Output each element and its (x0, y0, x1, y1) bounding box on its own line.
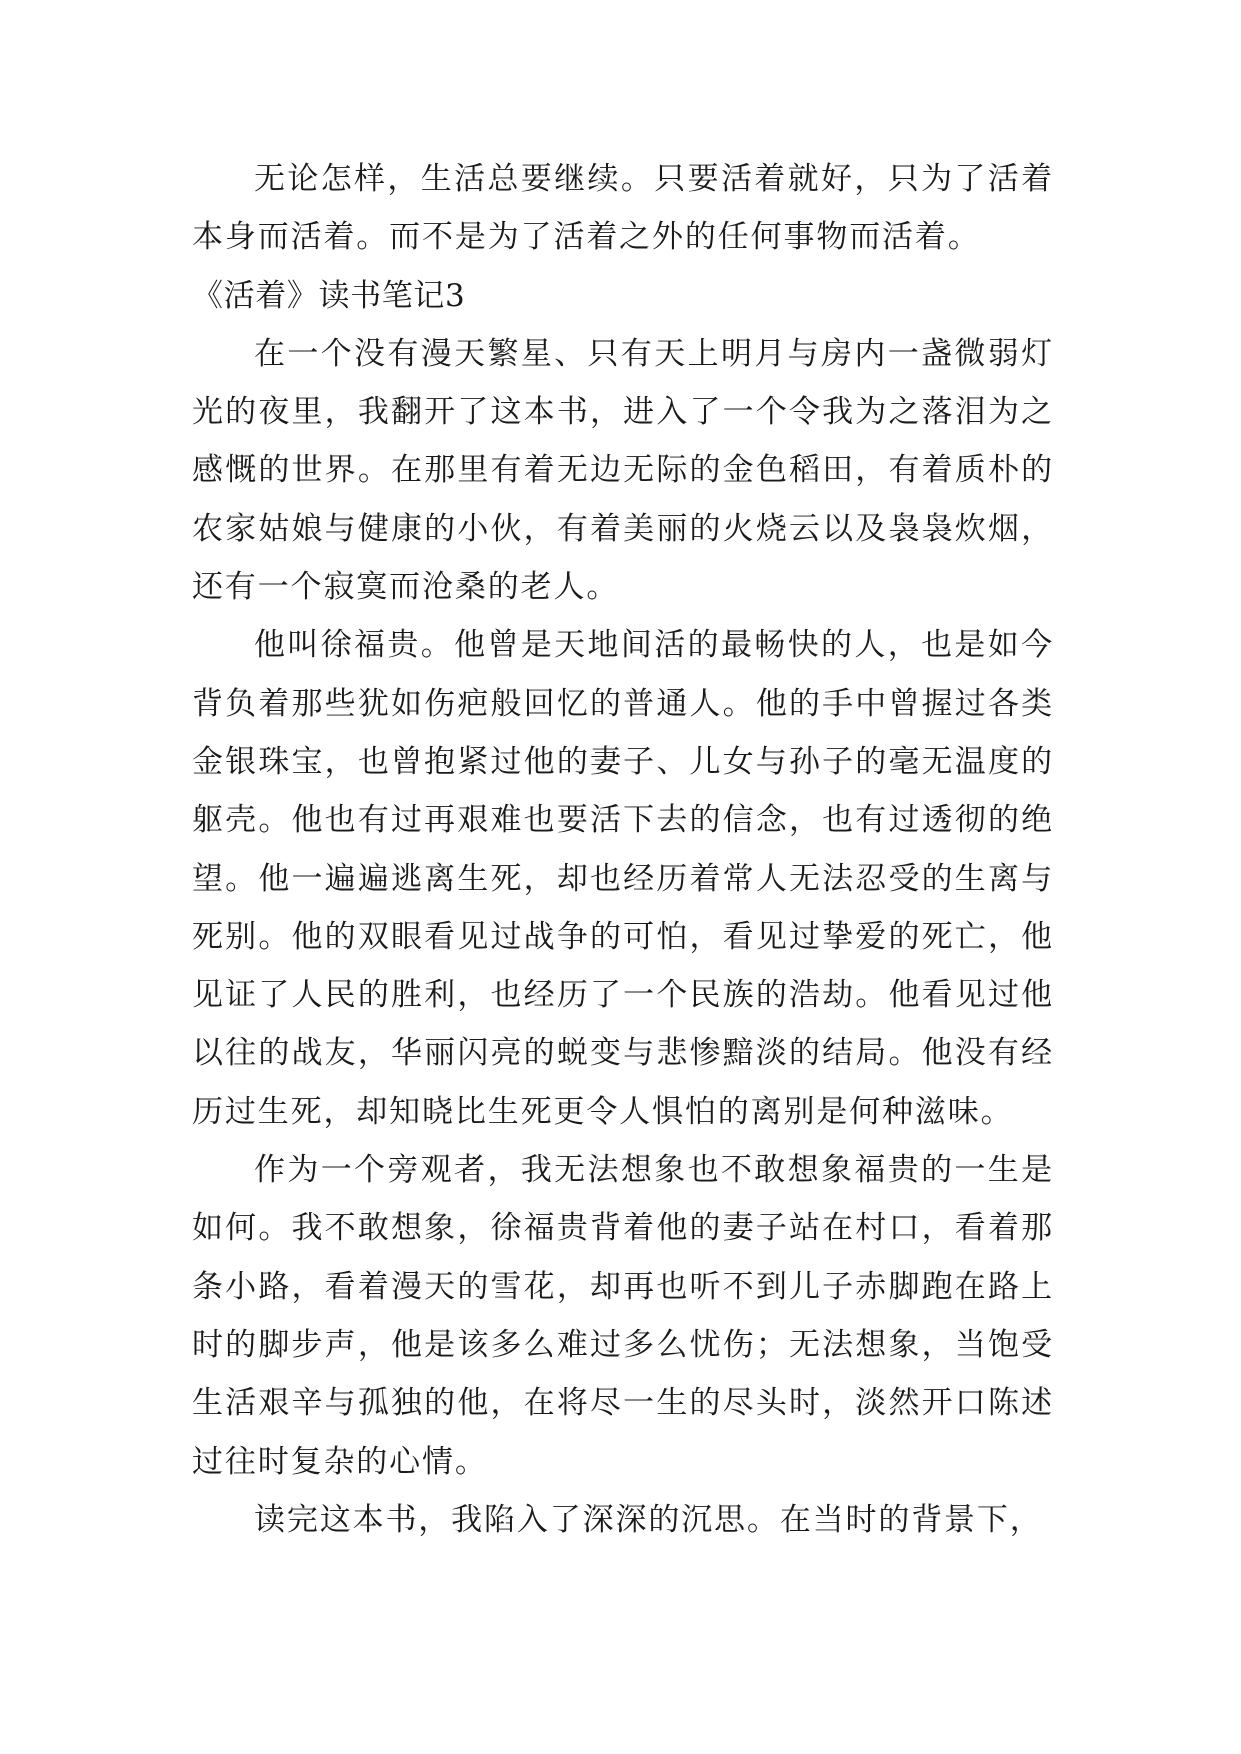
paragraph-observer: 作为一个旁观者，我无法想象也不敢想象福贵的一生是如何。我不敢想象，徐福贵背着他的妻子站在村口，看着那条小路，看着漫天的雪花，却再也听不到儿子赤脚跑在路上时的脚步声，他是该多么难过多么忧伤；无法想象，当饱受生活艰辛与孤独的他，在将尽一生的尽头时，淡然开口陈述过往时复杂的心情。 (192, 1152, 1054, 1480)
paragraph-fugui: 他叫徐福贵。他曾是天地间活的最畅快的人，也是如今背负着那些犹如伤疤般回忆的普通人。他的手中曾握过各类金银珠宝，也曾抱紧过他的妻子、儿女与孙子的毫无温度的躯壳。他也有过再艰难也要活下去的信念，也有过透彻的绝望。他一遍遍逃离生死，却也经历着常人无法忍受的生离与死别。他的双眼看见过战争的可怕，看见过挚爱的死亡，他见证了人民的胜利，也经历了一个民族的浩劫。他看见过他以往的战友，华丽闪亮的蜕变与悲惨黯淡的结局。他没有经历过生死，却知晓比生死更令人惧怕的离别是何种滋味。 (192, 627, 1054, 1130)
section-heading: 《活着》读书笔记3 (192, 277, 466, 314)
paragraph-night: 在一个没有漫天繁星、只有天上明月与房内一盏微弱灯光的夜里，我翻开了这本书，进入了一个令我为之落泪为之感慨的世界。在那里有着无边无际的金色稻田，有着质朴的农家姑娘与健康的小伙，有着美丽的火烧云以及袅袅炊烟，还有一个寂寞而沧桑的老人。 (192, 335, 1054, 606)
document-page (192, 150, 1054, 1549)
paragraph-reflection: 读完这本书，我陷入了深深的沉思。在当时的背景下， (254, 1501, 1043, 1538)
paragraph-closing: 无论怎样，生活总要继续。只要活着就好，只为了活着本身而活着。而不是为了活着之外的任何事物而活着。 (192, 161, 1054, 256)
